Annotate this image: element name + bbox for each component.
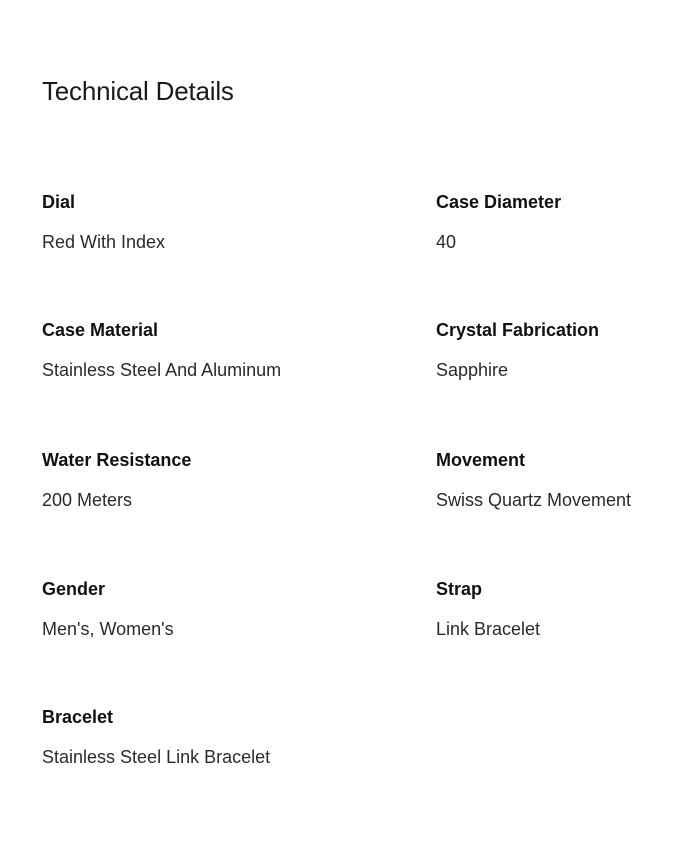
spec-value: Red With Index <box>42 232 166 252</box>
spec-value: 40 <box>436 232 457 252</box>
spec-value: Swiss Quartz Movement <box>436 490 632 510</box>
spec-label: Movement <box>436 450 526 470</box>
spec-movement <box>436 449 696 511</box>
spec-value: Men's, Women's <box>42 619 174 639</box>
spec-value: Link Bracelet <box>436 619 541 639</box>
spec-label: Water Resistance <box>42 450 192 470</box>
spec-label: Case Material <box>42 320 159 340</box>
spec-bracelet <box>42 706 302 768</box>
spec-crystal-fabrication <box>436 319 696 381</box>
spec-value: Stainless Steel Link Bracelet <box>42 747 271 767</box>
spec-case-material <box>42 319 302 381</box>
spec-label: Crystal Fabrication <box>436 320 600 340</box>
spec-label: Gender <box>42 579 106 599</box>
spec-value: Stainless Steel And Aluminum <box>42 360 282 380</box>
spec-value: Sapphire <box>436 360 509 380</box>
spec-label: Bracelet <box>42 707 114 727</box>
spec-water-resistance <box>42 449 302 511</box>
spec-case-diameter <box>436 191 696 253</box>
spec-label: Dial <box>42 192 76 212</box>
section-title: Technical Details <box>42 76 234 106</box>
spec-label: Strap <box>436 579 483 599</box>
spec-gender <box>42 578 302 640</box>
spec-strap <box>436 578 696 640</box>
spec-label: Case Diameter <box>436 192 562 212</box>
spec-dial <box>42 191 302 253</box>
spec-value: 200 Meters <box>42 490 133 510</box>
